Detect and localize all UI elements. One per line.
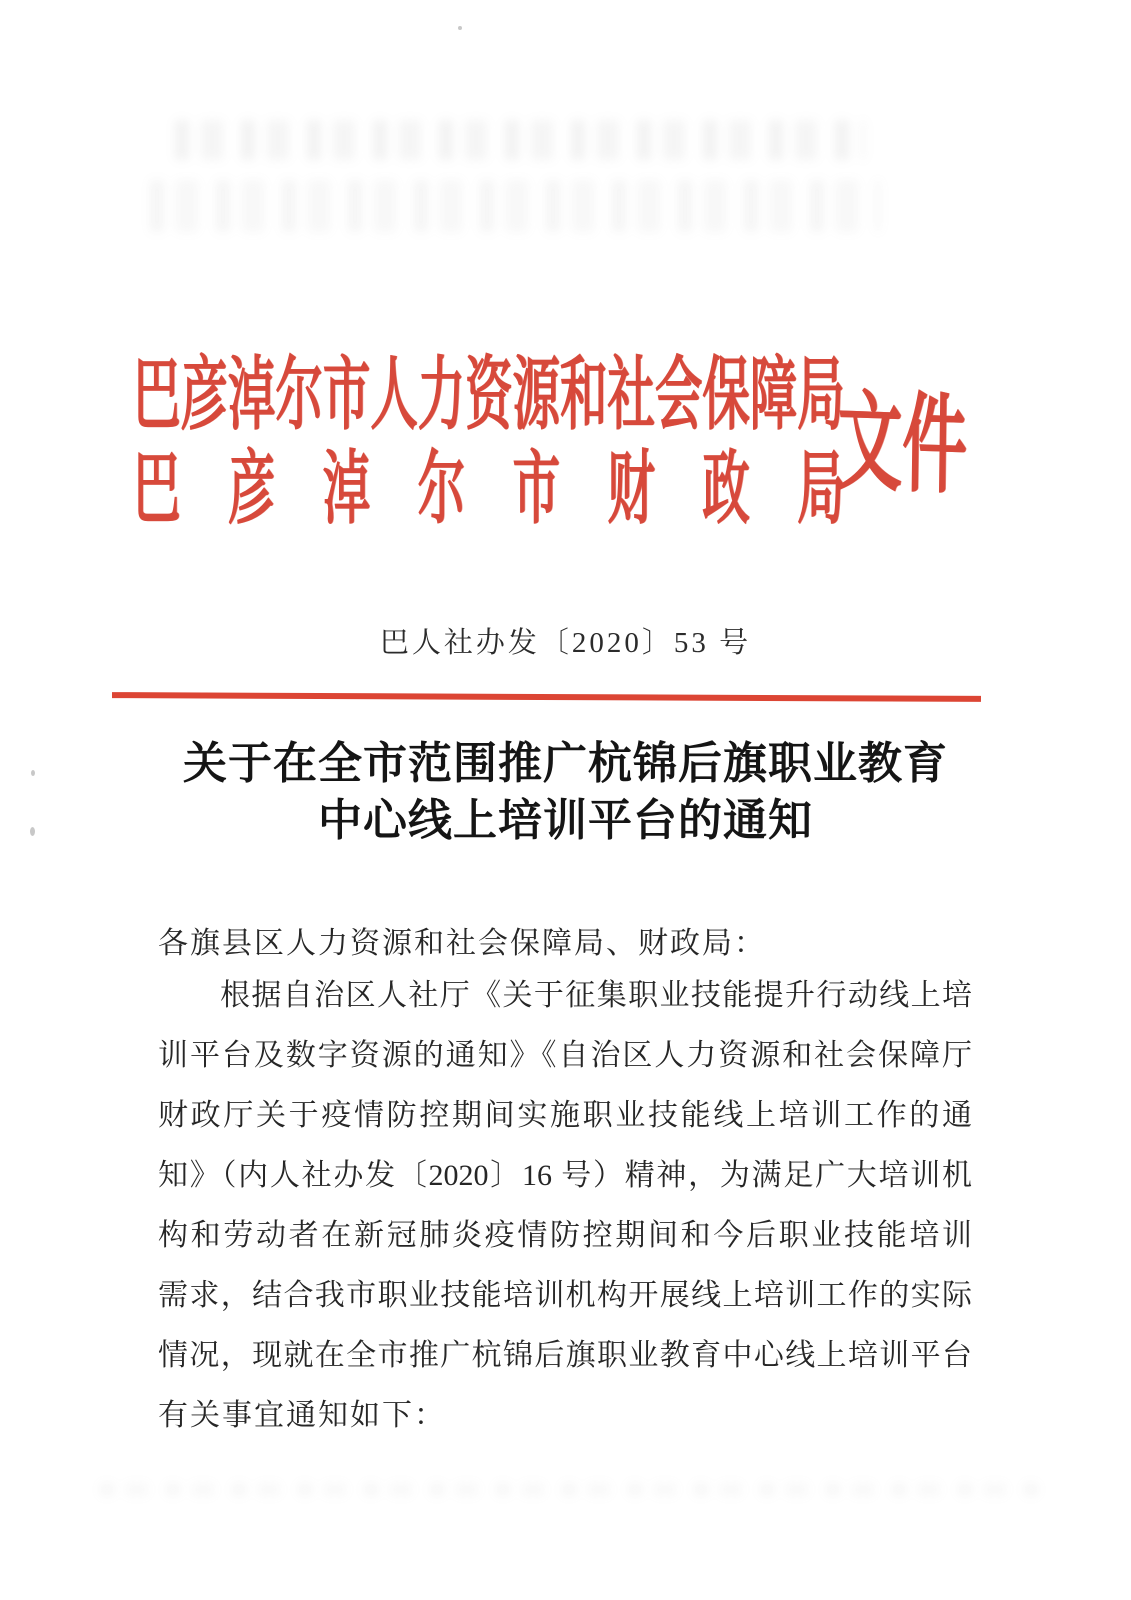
bleed-through-smudge-top-1 [175,120,865,160]
bleed-through-smudge-bottom [100,1483,1040,1496]
paragraph-line: 训平台及数字资源的通知》《自治区人力资源和社会保障厅 [158,1039,972,1072]
document-title-line-1: 关于在全市范围推广杭锦后旗职业教育 [183,739,948,788]
bleed-through-smudge-top-2 [150,180,880,232]
scan-speck [458,26,462,30]
document-number: 巴人社办发〔2020〕53 号 [379,627,752,659]
document-title-line-2: 中心线上培训平台的通知 [318,796,813,845]
salutation-line: 各旗县区人力资源和社会保障局、财政局： [158,927,766,960]
paragraph-line: 构和劳动者在新冠肺炎疫情防控期间和今后职业技能培训 [158,1219,972,1252]
red-divider-line [112,692,981,702]
paragraph-line: 财政厅关于疫情防控期间实施职业技能线上培训工作的通 [158,1099,972,1132]
paragraph-line: 知》（内人社办发〔2020〕16 号）精神，为满足广大培训机 [158,1159,972,1192]
letterhead-document-suffix: 文件 [836,384,968,508]
paragraph-line: 根据自治区人社厅《关于征集职业技能提升行动线上培 [220,979,972,1012]
paragraph-line: 情况，现就在全市推广杭锦后旗职业教育中心线上培训平台 [158,1339,972,1372]
letterhead-org-line-1: 巴彦淖尔市人力资源和社会保障局 [133,352,845,440]
paragraph-line: 有关事宜通知如下： [158,1399,446,1432]
paragraph-line: 需求，结合我市职业技能培训机构开展线上培训工作的实际 [158,1279,972,1312]
letterhead-org-line-2: 巴彦淖尔市财政局 [133,446,893,534]
body-paragraph [158,966,972,1446]
